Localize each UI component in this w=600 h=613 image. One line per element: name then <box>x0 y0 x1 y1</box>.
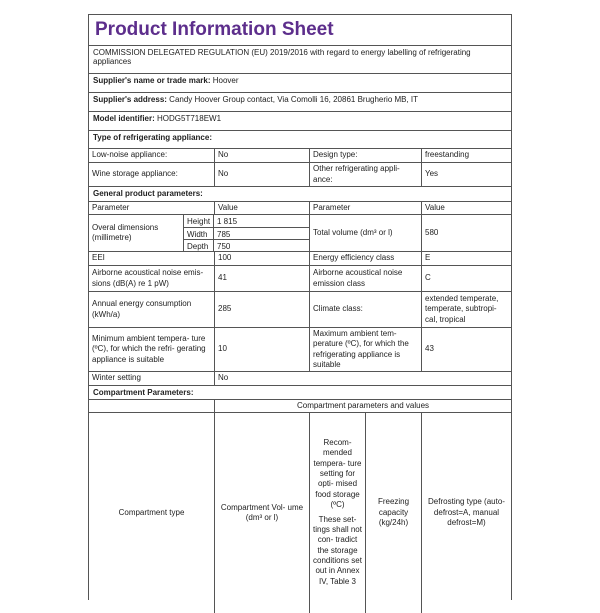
noise-class-label: Airborne acoustical noise emission class <box>309 266 421 291</box>
annual-energy-value: 285 <box>214 292 309 327</box>
recommended-temperature-text: Recom- mended tempera- ture setting for opti- mised food storage (ºC) <box>313 437 362 510</box>
supplier-name-row <box>89 74 511 93</box>
other-refrigerating-value: Yes <box>421 163 511 186</box>
wine-storage-value: No <box>214 163 309 186</box>
dimensions-label: Overal dimensions (millimetre) <box>92 222 159 242</box>
low-noise-row <box>89 149 511 163</box>
ambient-temperature-row <box>89 328 511 372</box>
depth-value: 750 <box>213 240 309 252</box>
value-header-1: Value <box>214 202 309 214</box>
low-noise-label: Low-noise appliance: <box>92 150 168 160</box>
winter-setting-value: No <box>214 372 309 385</box>
design-type-label: Design type: <box>309 149 421 162</box>
design-type-value: freestanding <box>421 149 511 162</box>
energy-class-label: Energy efficiency class <box>309 252 421 265</box>
height-row <box>183 215 309 227</box>
recommended-temperature-note: These set- tings shall not con- tradict the storage conditions set out in Annex IV, Table 3 <box>313 514 362 586</box>
parameter-header-2: Parameter <box>309 202 421 214</box>
noise-label: Airborne acoustical noise emis- sions (dB(A) re 1 pW) <box>92 268 204 288</box>
wine-storage-label: Wine storage appliance: <box>92 169 178 179</box>
supplier-address-value: Candy Hoover Group contact, Via Comolli 16, 20861 Brugherio MB, IT <box>169 95 419 104</box>
page-title: Product Information Sheet <box>89 15 511 46</box>
noise-value: 41 <box>214 266 309 291</box>
min-temp-label: Minimum ambient tempera- ture (ºC), for which the refri- gerating appliance is suitable <box>92 333 206 364</box>
width-value: 785 <box>213 228 309 240</box>
low-noise-value: No <box>214 149 309 162</box>
compartment-type-header: Compartment type <box>118 507 185 517</box>
compartment-volume-header: Compartment Vol- ume (dm³ or l) <box>214 413 309 613</box>
parameter-header-row <box>89 202 511 215</box>
climate-class-label: Climate class: <box>309 292 421 327</box>
depth-label: Depth <box>183 240 220 252</box>
noise-class-value: C <box>421 266 511 291</box>
compartment-group-header-row <box>89 400 511 413</box>
max-temp-value: 43 <box>421 328 511 371</box>
annual-energy-label: Annual energy consumption (kWh/a) <box>92 299 192 319</box>
climate-class-value: extended temperate, temperate, subtropi- cal, tropical <box>421 292 511 327</box>
general-section-heading: General product parameters: <box>89 187 511 202</box>
eei-value: 100 <box>214 252 309 265</box>
depth-row <box>183 239 309 252</box>
type-section-heading: Type of refrigerating appliance: <box>89 131 511 149</box>
model-row <box>89 112 511 131</box>
recommended-temperature-header <box>309 413 365 613</box>
parameter-header-1: Parameter <box>92 202 130 212</box>
defrosting-type-header: Defrosting type (auto-defrost=A, manual defrost=M) <box>421 413 511 613</box>
freezing-capacity-header: Freezing capacity (kg/24h) <box>365 413 421 613</box>
eei-label: EEI <box>92 253 105 263</box>
regulation-text: COMMISSION DELEGATED REGULATION (EU) 2019/2016 with regard to energy labelling of refrigerating appliances <box>89 46 511 74</box>
wine-storage-row <box>89 163 511 187</box>
width-label: Width <box>183 228 220 240</box>
height-label: Height <box>183 215 220 227</box>
value-header-2: Value <box>421 202 511 214</box>
compartment-group-header: Compartment parameters and values <box>214 400 511 412</box>
model-label: Model identifier: <box>93 114 155 123</box>
max-temp-label: Maximum ambient tem- perature (ºC), for which the refrigerating appliance is suitable <box>309 328 421 371</box>
min-temp-value: 10 <box>214 328 309 371</box>
eei-row <box>89 252 511 266</box>
compartment-section-heading: Compartment Parameters: <box>89 386 511 400</box>
winter-setting-row <box>89 372 511 386</box>
compartment-group-spacer <box>89 400 214 412</box>
height-value: 1 815 <box>213 215 309 227</box>
supplier-name-value: Hoover <box>212 76 239 85</box>
supplier-address-row <box>89 93 511 112</box>
winter-setting-label: Winter setting <box>92 373 141 383</box>
compartment-header-row <box>89 413 511 613</box>
model-value: HODG5T718EW1 <box>157 114 222 123</box>
product-information-sheet <box>88 14 512 600</box>
annual-energy-row <box>89 292 511 328</box>
other-refrigerating-label: Other refrigerating appli- ance: <box>309 163 421 186</box>
supplier-name-label: Supplier's name or trade mark: <box>93 76 211 85</box>
supplier-address-label: Supplier's address: <box>93 95 167 104</box>
total-volume-label: Total volume (dm³ or l) <box>309 215 421 251</box>
noise-row <box>89 266 511 292</box>
energy-class-value: E <box>421 252 511 265</box>
dimensions-row <box>89 215 511 252</box>
total-volume-value: 580 <box>421 215 511 251</box>
